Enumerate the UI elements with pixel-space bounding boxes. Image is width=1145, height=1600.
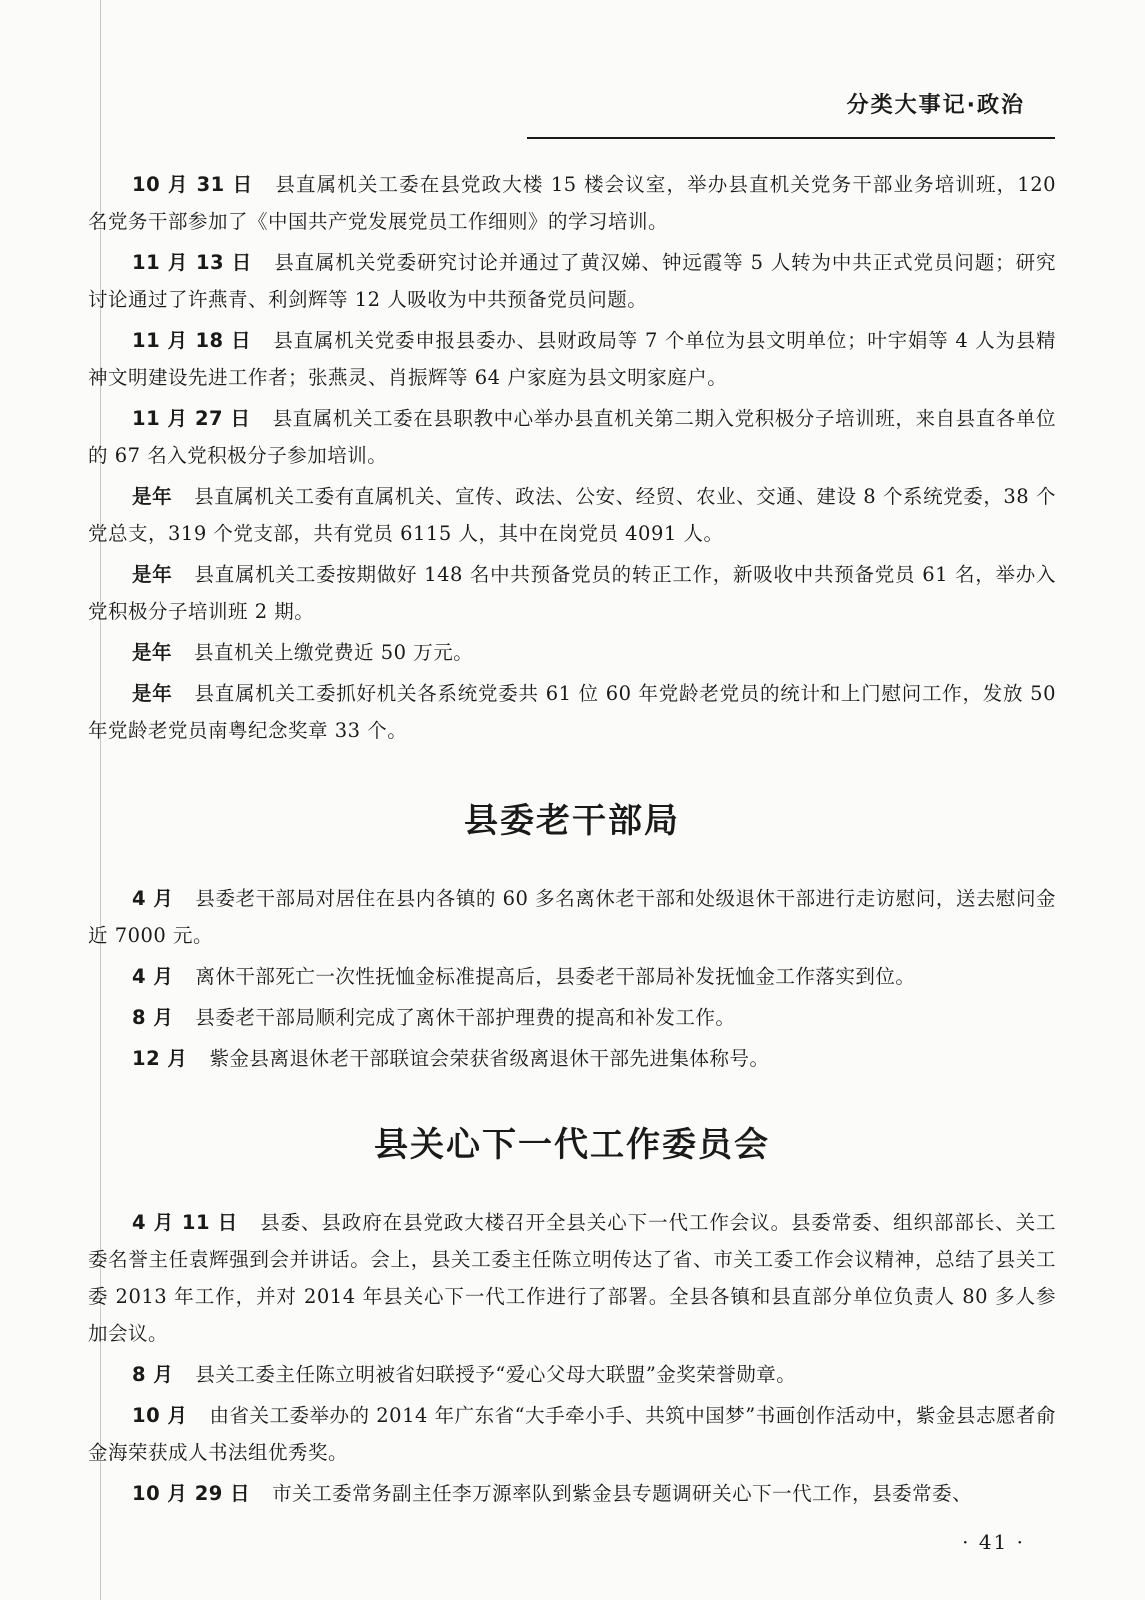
entry <box>88 880 1056 954</box>
section-title: 县委老干部局 <box>464 801 680 841</box>
entry-date: 是年 <box>132 485 173 508</box>
entry <box>88 1356 1056 1393</box>
entry-text: 县委老干部局对居住在县内各镇的 60 多名离休老干部和处级退休干部进行走访慰问，送去慰问金近 7000 元。 <box>88 887 1056 947</box>
entry-date: 是年 <box>132 563 173 586</box>
entry <box>88 1475 1056 1512</box>
entry-text: 县关工委主任陈立明被省妇联授予“爱心父母大联盟”金奖荣誉勋章。 <box>195 1363 797 1386</box>
entry-date: 8 月 <box>132 1363 174 1386</box>
entry <box>88 999 1056 1036</box>
page-body <box>88 166 1056 1516</box>
entry-text: 县直属机关工委抓好机关各系统党委共 61 位 60 年党龄老党员的统计和上门慰问工作，发放 50 年党龄老党员南粤纪念奖章 33 个。 <box>88 682 1056 742</box>
entry-date: 4 月 <box>132 965 174 988</box>
entry-text: 由省关工委举办的 2014 年广东省“大手牵小手、共筑中国梦”书画创作活动中，紫金县志愿者俞金海荣获成人书法组优秀奖。 <box>88 1404 1056 1464</box>
entry-text: 县直属机关党委申报县委办、县财政局等 7 个单位为县文明单位；叶宇娟等 4 人为县精神文明建设先进工作者；张燕灵、肖振辉等 64 户家庭为县文明家庭户。 <box>88 329 1057 389</box>
page-number: · 41 · <box>962 1530 1025 1554</box>
entry-text: 县直属机关工委在县党政大楼 15 楼会议室，举办县直机关党务干部业务培训班，120 名党务干部参加了《中国共产党发展党员工作细则》的学习培训。 <box>88 173 1057 233</box>
entry-text: 县直属机关工委有直属机关、宣传、政法、公安、经贸、农业、交通、建设 8 个系统党委，38 个党总支，319 个党支部，共有党员 6115 人，其中在岗党员 4091 人。 <box>88 485 1056 545</box>
entry-text: 离休干部死亡一次性抚恤金标准提高后，县委老干部局补发抚恤金工作落实到位。 <box>195 965 916 988</box>
entry <box>88 322 1056 396</box>
running-header: 分类大事记·政治 <box>846 93 1025 118</box>
entry <box>88 675 1056 749</box>
entry-date: 10 月 31 日 <box>132 173 254 196</box>
entry-date: 4 月 <box>132 887 174 910</box>
entry-date: 10 月 29 日 <box>132 1482 251 1505</box>
entry-text: 县直属机关工委按期做好 148 名中共预备党员的转正工作，新吸收中共预备党员 61 名，举办入党积极分子培训班 2 期。 <box>88 563 1056 623</box>
entry-date: 12 月 <box>132 1047 188 1070</box>
entry-text: 县直机关上缴党费近 50 万元。 <box>194 641 474 664</box>
entry <box>88 166 1056 240</box>
entry-text: 市关工委常务副主任李万源率队到紫金县专题调研关心下一代工作，县委常委、 <box>272 1482 973 1505</box>
entry-date: 11 月 13 日 <box>132 251 253 274</box>
entry-date: 11 月 27 日 <box>132 407 251 430</box>
entry-date: 是年 <box>132 641 173 664</box>
entry-text: 县委老干部局顺利完成了离休干部护理费的提高和补发工作。 <box>195 1006 736 1029</box>
entry-date: 10 月 <box>132 1404 188 1427</box>
entry-text: 县直属机关党委研究讨论并通过了黄汉娣、钟远霞等 5 人转为中共正式党员问题；研究讨论通过了许燕青、利剑辉等 12 人吸收为中共预备党员问题。 <box>88 251 1056 311</box>
entry <box>88 1040 1056 1077</box>
entry-date: 8 月 <box>132 1006 174 1029</box>
section-title: 县关心下一代工作委员会 <box>374 1125 770 1165</box>
header-rule <box>527 137 1055 139</box>
entry <box>88 244 1056 318</box>
entry <box>88 634 1056 671</box>
entry <box>88 556 1056 630</box>
entry-text: 县委、县政府在县党政大楼召开全县关心下一代工作会议。县委常委、组织部部长、关工委名誉主任袁辉强到会并讲话。会上，县关工委主任陈立明传达了省、市关工委工作会议精神，总结了县关工委 2013 年工作，并对 2014 年县关心下一代工作进行了部署。全县各镇和县直部分单位负责人 80 多人参加会议。 <box>88 1211 1056 1345</box>
entry <box>88 958 1056 995</box>
entry <box>88 1204 1056 1352</box>
entry <box>88 400 1056 474</box>
entry-date: 4 月 11 日 <box>132 1211 239 1234</box>
entry-date: 是年 <box>132 682 173 705</box>
entry-text: 县直属机关工委在县职教中心举办县直机关第二期入党积极分子培训班，来自县直各单位的 67 名入党积极分子参加培训。 <box>88 407 1056 467</box>
entry-text: 紫金县离退休老干部联谊会荣获省级离退休干部先进集体称号。 <box>209 1047 770 1070</box>
entry <box>88 478 1056 552</box>
entry <box>88 1397 1056 1471</box>
entry-date: 11 月 18 日 <box>132 329 252 352</box>
